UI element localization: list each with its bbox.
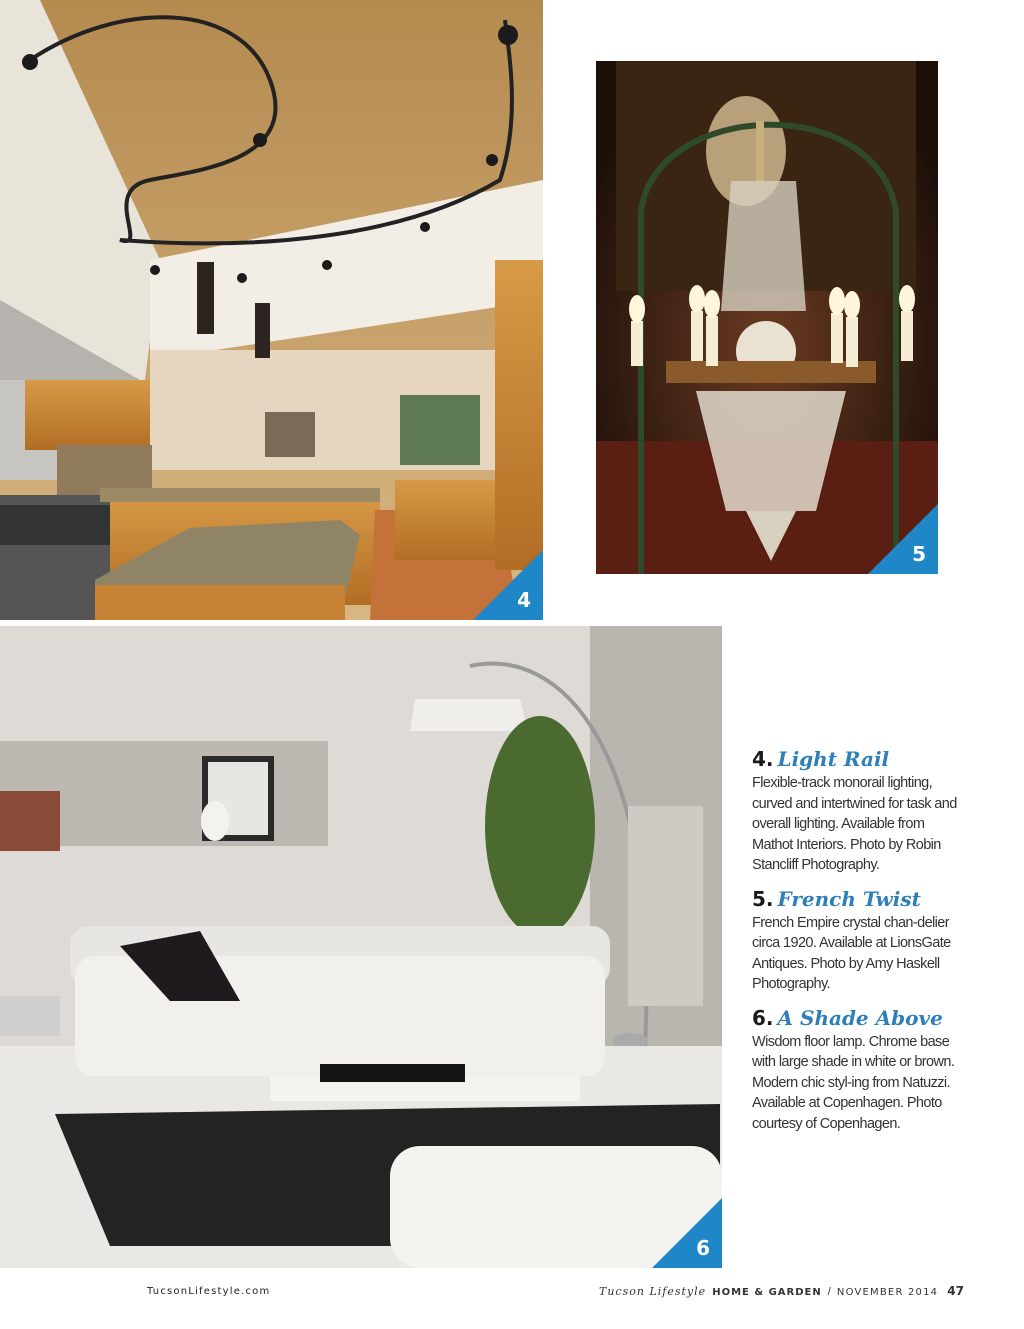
caption-number: 6. [752,1005,774,1030]
photo-number: 6 [696,1236,710,1260]
living-room-image [0,626,722,1268]
footer-website: TucsonLifestyle.com [147,1286,271,1297]
photo-chandelier [596,61,938,574]
caption-body: Wisdom floor lamp. Chrome base with large shade in white or brown. Modern chic styl-ing from Natuzzi. Available at Copenhagen. Photo courtesy of Copenhagen. [752,1033,955,1132]
photo-number-badge [473,550,543,620]
caption-body: French Empire crystal chan-delier circa 1920. Available at LionsGate Antiques. Photo by Amy Haskell Photography. [752,914,951,992]
captions-column [752,746,967,1144]
photo-number: 5 [912,542,926,566]
caption-heading [752,886,967,913]
caption-title: French Twist [777,886,921,911]
footer-folio [599,1284,964,1298]
caption-body: Flexible-track monorail lighting, curved and intertwined for task and overall lighting. Available from Mathot Interiors. Photo by Robin Stancliff Photography. [752,775,957,873]
photo-kitchen [0,0,543,620]
caption-a-shade-above [752,1005,967,1135]
caption-number: 5. [752,886,774,911]
photo-number-badge [652,1198,722,1268]
photo-living-room [0,626,722,1268]
footer-magazine-name: Tucson Lifestyle [599,1285,707,1298]
caption-heading [752,746,967,773]
page-number: 47 [947,1284,964,1298]
chandelier-image [596,61,938,574]
caption-french-twist [752,886,967,995]
caption-number: 4. [752,747,774,771]
footer-section: HOME & GARDEN [712,1287,822,1298]
photo-number: 4 [517,588,531,612]
footer-separator: / [827,1286,831,1298]
caption-light-rail [752,746,967,876]
badge-corner-icon [652,1198,722,1268]
photo-number-badge [868,504,938,574]
caption-title: Light Rail [777,747,890,771]
badge-corner-icon [868,504,938,574]
caption-heading [752,1005,967,1032]
footer-date: NOVEMBER 2014 [836,1287,939,1298]
kitchen-image [0,0,543,620]
badge-corner-icon [473,550,543,620]
caption-title: A Shade Above [777,1005,943,1030]
